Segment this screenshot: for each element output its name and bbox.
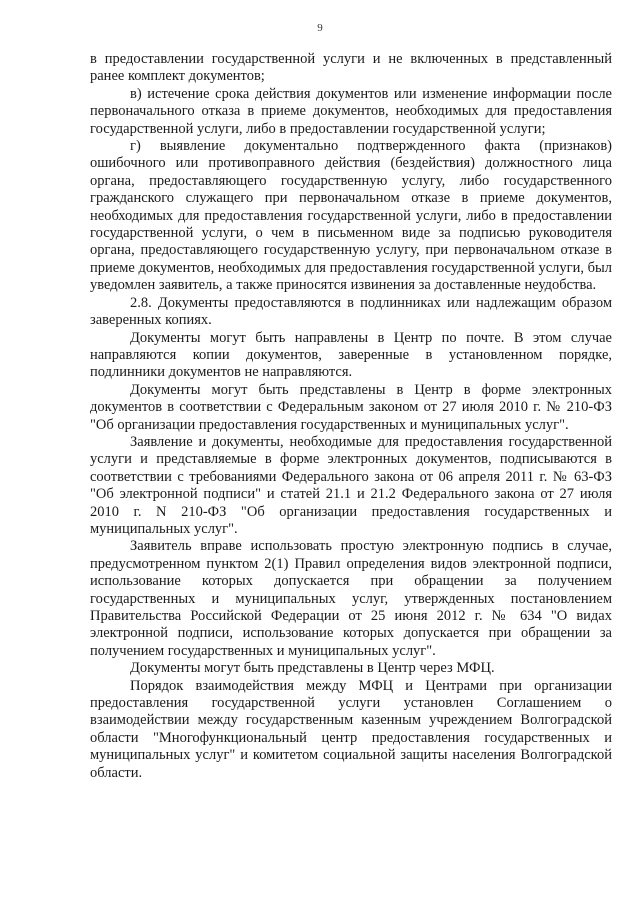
- paragraph-item-g: г) выявление документально подтвержденного факта (признаков) ошибочного или противоправного действия (бездействия) должностного лица органа, предоставляющего государственную услугу, либо государственного гражданского служащего при первоначальном отказе в приеме документов, необходимых для предоставления государственной услуги, либо в предоставлении государственной услуги, о чем в письменном виде за подписью руководителя органа, предоставляющего государственную услугу, при первоначальном отказе в приеме документов, необходимых для предоставления государственной услуги, был уведомлен заявитель, а также приносятся извинения за доставленные неудобства.: [90, 138, 612, 294]
- paragraph-mail: Документы могут быть направлены в Центр по почте. В этом случае направляются копии документов, заверенные в установленном порядке, подлинники документов не направляются.: [90, 329, 612, 381]
- paragraph-electronic-docs: Документы могут быть представлены в Центр в форме электронных документов в соответствии с Федеральным законом от 27 июля 2010 г. № 210-ФЗ "Об организации предоставления государственных и муниципальных услуг".: [90, 381, 612, 433]
- paragraph-simple-signature: Заявитель вправе использовать простую электронную подпись в случае, предусмотренном пунктом 2(1) Правил определения видов электронной подписи, использование которых допускается при обращении за получением государственных и муниципальных услуг, утвержденных постановлением Правительства Российской Федерации от 25 июня 2012 г. № 634 "О видах электронной подписи, использование которых допускается при обращении за получением государственных и муниципальных услуг".: [90, 538, 612, 659]
- document-body: [90, 51, 612, 782]
- paragraph-mfc: Документы могут быть представлены в Центр через МФЦ.: [130, 660, 495, 677]
- paragraph-signature-requirements: Заявление и документы, необходимые для предоставления государственной услуги и представляемые в форме электронных документов, подписываются в соответствии с требованиями Федерального закона от 06 апреля 2011 г. № 63-ФЗ "Об электронной подписи" и статей 21.1 и 21.2 Федерального закона от 27 июля 2010 г. N 210-ФЗ "Об организации предоставления государственных и муниципальных услуг".: [90, 433, 612, 537]
- paragraph-interaction-order: Порядок взаимодействия между МФЦ и Центрами при организации предоставления государственной услуги установлен Соглашением о взаимодействии между государственным казенным учреждением Волгоградской области "Многофункциональный центр предоставления государственных и муниципальных услуг" и комитетом социальной защиты населения Волгоградской области.: [90, 677, 612, 781]
- page-number: 9: [317, 22, 323, 34]
- paragraph-item-v: в) истечение срока действия документов или изменение информации после первоначального отказа в приеме документов, необходимых для предоставления государственной услуги, либо в предоставлении государственной услуги;: [90, 85, 612, 137]
- paragraph-2-8: 2.8. Документы предоставляются в подлинниках или надлежащим образом заверенных копиях.: [90, 294, 612, 329]
- paragraph-continuation: в предоставлении государственной услуги и не включенных в представленный ранее комплект документов;: [90, 51, 612, 85]
